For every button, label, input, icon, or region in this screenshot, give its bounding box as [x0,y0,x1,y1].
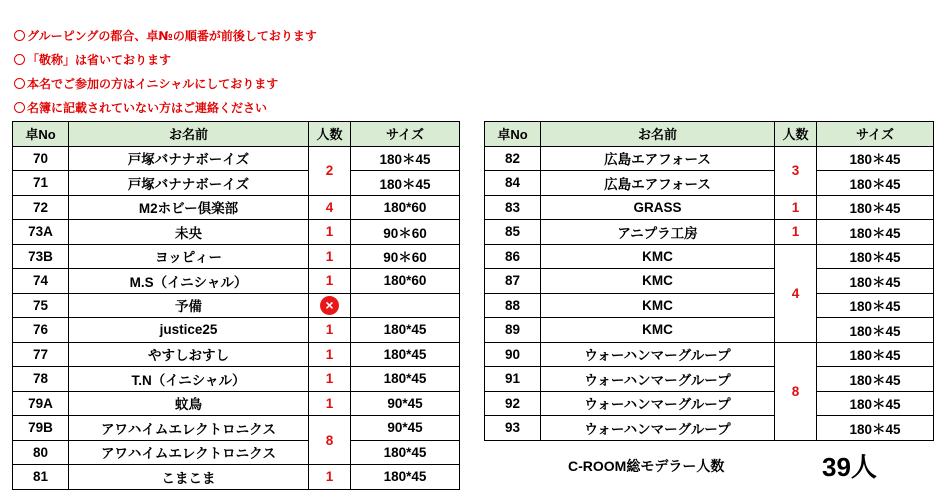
table-row [13,367,460,392]
table-row [13,465,460,490]
table-no-cell: 71 [13,171,69,196]
count-cell: 1 [309,318,351,343]
table-no-cell: 74 [13,269,69,294]
header-count: 人数 [309,122,351,147]
circle-bullet-icon [14,78,25,89]
table-no-cell: 75 [13,293,69,318]
table-no-cell: 79B [13,416,69,441]
name-cell: ウォーハンマーグループ [541,416,775,441]
table-row [13,391,460,416]
table-row [13,269,460,294]
header-table-no: 卓No [485,122,541,147]
table-no-cell: 73A [13,220,69,245]
header-name: お名前 [69,122,309,147]
circle-bullet-icon [14,30,25,41]
name-cell: ウォーハンマーグループ [541,367,775,392]
cancel-icon: × [320,296,339,315]
count-cell: 2 [309,146,351,195]
header-name: お名前 [541,122,775,147]
table-no-cell: 81 [13,465,69,490]
table-row [13,195,460,220]
table-row [13,416,460,441]
size-cell: 180＊45 [817,318,934,343]
table-no-cell: 84 [485,171,541,196]
table-no-cell: 89 [485,318,541,343]
table-row [13,440,460,465]
table-row [13,220,460,245]
table-row [485,293,934,318]
size-cell: 90＊60 [351,244,460,269]
name-cell: 蚊鳥 [69,391,309,416]
table-row [485,220,934,245]
table-row [485,269,934,294]
size-cell: 180＊45 [817,293,934,318]
size-cell: 90*45 [351,416,460,441]
header-count: 人数 [775,122,817,147]
name-cell: 広島エアフォース [541,171,775,196]
right-roster-table [484,121,934,441]
size-cell: 180*60 [351,269,460,294]
name-cell: M.S（イニシャル） [69,269,309,294]
count-cell: 1 [309,269,351,294]
count-cell: 8 [775,342,817,440]
table-header-row [13,122,460,147]
name-cell: 広島エアフォース [541,146,775,171]
notes-list [14,24,317,120]
name-cell: 戸塚バナナボーイズ [69,146,309,171]
size-cell: 90＊60 [351,220,460,245]
size-cell: 180＊45 [817,195,934,220]
size-cell: 180*45 [351,440,460,465]
size-cell: 180＊45 [351,171,460,196]
count-cell: 1 [309,391,351,416]
table-no-cell: 73B [13,244,69,269]
size-cell: 180*45 [351,367,460,392]
table-no-cell: 83 [485,195,541,220]
table-row [13,318,460,343]
table-no-cell: 85 [485,220,541,245]
table-row [13,342,460,367]
table-no-cell: 72 [13,195,69,220]
name-cell: KMC [541,244,775,269]
table-no-cell: 87 [485,269,541,294]
table-row [13,171,460,196]
count-cell: 4 [309,195,351,220]
table-row [485,244,934,269]
name-cell: ウォーハンマーグループ [541,391,775,416]
table-row [485,367,934,392]
table-row [13,293,460,318]
name-cell: KMC [541,318,775,343]
table-row [485,146,934,171]
name-cell: KMC [541,293,775,318]
size-cell: 180＊45 [351,146,460,171]
header-size: サイズ [817,122,934,147]
size-cell: 180＊45 [817,269,934,294]
table-no-cell: 88 [485,293,541,318]
table-row [485,318,934,343]
header-table-no: 卓No [13,122,69,147]
name-cell: 戸塚バナナボーイズ [69,171,309,196]
count-cell: 8 [309,416,351,465]
note-line: 本名でご参加の方はイニシャルにしております [14,72,317,96]
size-cell: 180＊45 [817,416,934,441]
table-no-cell: 80 [13,440,69,465]
size-cell: 90*45 [351,391,460,416]
size-cell: 180*45 [351,318,460,343]
note-line: グルーピングの都合、卓№の順番が前後しております [14,24,317,48]
name-cell: こまこま [69,465,309,490]
table-no-cell: 77 [13,342,69,367]
count-cell: 3 [775,146,817,195]
table-no-cell: 78 [13,367,69,392]
count-cell: 1 [309,220,351,245]
table-no-cell: 90 [485,342,541,367]
count-cell: 1 [309,367,351,392]
table-no-cell: 82 [485,146,541,171]
size-cell: 180＊45 [817,146,934,171]
size-cell: 180＊45 [817,391,934,416]
name-cell: T.N（イニシャル） [69,367,309,392]
name-cell: M2ホビー倶楽部 [69,195,309,220]
table-row [485,195,934,220]
count-cell: 1 [775,220,817,245]
header-size: サイズ [351,122,460,147]
name-cell: KMC [541,269,775,294]
left-roster-table [12,121,460,490]
table-row [485,342,934,367]
size-cell [351,293,460,318]
table-no-cell: 93 [485,416,541,441]
name-cell: アニプラ工房 [541,220,775,245]
count-cell: 1 [309,465,351,490]
name-cell: ヨッピィー [69,244,309,269]
note-line: 名簿に記載されていない方はご連絡ください [14,96,317,120]
total-modelers-value: 39人 [822,452,877,482]
table-row [485,416,934,441]
size-cell: 180＊45 [817,244,934,269]
name-cell: 予備 [69,293,309,318]
name-cell: justice25 [69,318,309,343]
size-cell: 180*60 [351,195,460,220]
table-no-cell: 91 [485,367,541,392]
table-no-cell: 79A [13,391,69,416]
circle-bullet-icon [14,102,25,113]
name-cell: GRASS [541,195,775,220]
circle-bullet-icon [14,54,25,65]
name-cell: やすしおすし [69,342,309,367]
size-cell: 180*45 [351,465,460,490]
table-no-cell: 92 [485,391,541,416]
name-cell: ウォーハンマーグループ [541,342,775,367]
table-row [13,244,460,269]
note-line: 「敬称」は省いております [14,48,317,72]
size-cell: 180*45 [351,342,460,367]
count-cell: 1 [775,195,817,220]
name-cell: アワハイムエレクトロニクス [69,416,309,441]
count-cell: 4 [775,244,817,342]
name-cell: アワハイムエレクトロニクス [69,440,309,465]
size-cell: 180＊45 [817,220,934,245]
table-row [485,171,934,196]
size-cell: 180＊45 [817,171,934,196]
table-row [13,146,460,171]
table-no-cell: 86 [485,244,541,269]
table-header-row [485,122,934,147]
size-cell: 180＊45 [817,367,934,392]
count-cell: 1 [309,244,351,269]
name-cell: 未央 [69,220,309,245]
count-cell: 1 [309,342,351,367]
table-no-cell: 76 [13,318,69,343]
table-no-cell: 70 [13,146,69,171]
count-cell [309,293,351,318]
total-modelers-label: C-ROOM総モデラー人数 [568,458,725,474]
size-cell: 180＊45 [817,342,934,367]
table-row [485,391,934,416]
